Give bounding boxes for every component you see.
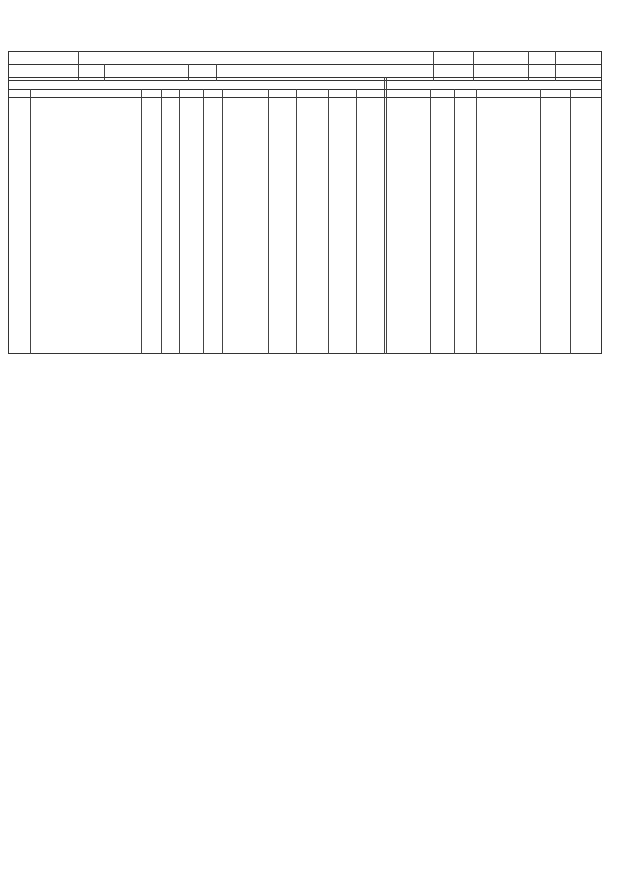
row-line	[8, 89, 602, 90]
teamA-block	[8, 77, 602, 354]
column-line	[430, 89, 431, 354]
column-line	[386, 77, 387, 354]
row-line	[8, 64, 602, 65]
column-line	[384, 77, 385, 354]
column-line	[540, 89, 541, 354]
column-line	[454, 89, 455, 354]
column-line	[476, 89, 477, 354]
column-line	[328, 89, 329, 354]
column-line	[570, 89, 571, 354]
column-line	[30, 89, 31, 354]
column-line	[356, 89, 357, 354]
column-line	[203, 89, 204, 354]
column-line	[296, 89, 297, 354]
column-line	[222, 89, 223, 354]
column-line	[141, 89, 142, 354]
column-line	[179, 89, 180, 354]
row-line	[8, 97, 602, 98]
column-line	[161, 89, 162, 354]
column-line	[268, 89, 269, 354]
